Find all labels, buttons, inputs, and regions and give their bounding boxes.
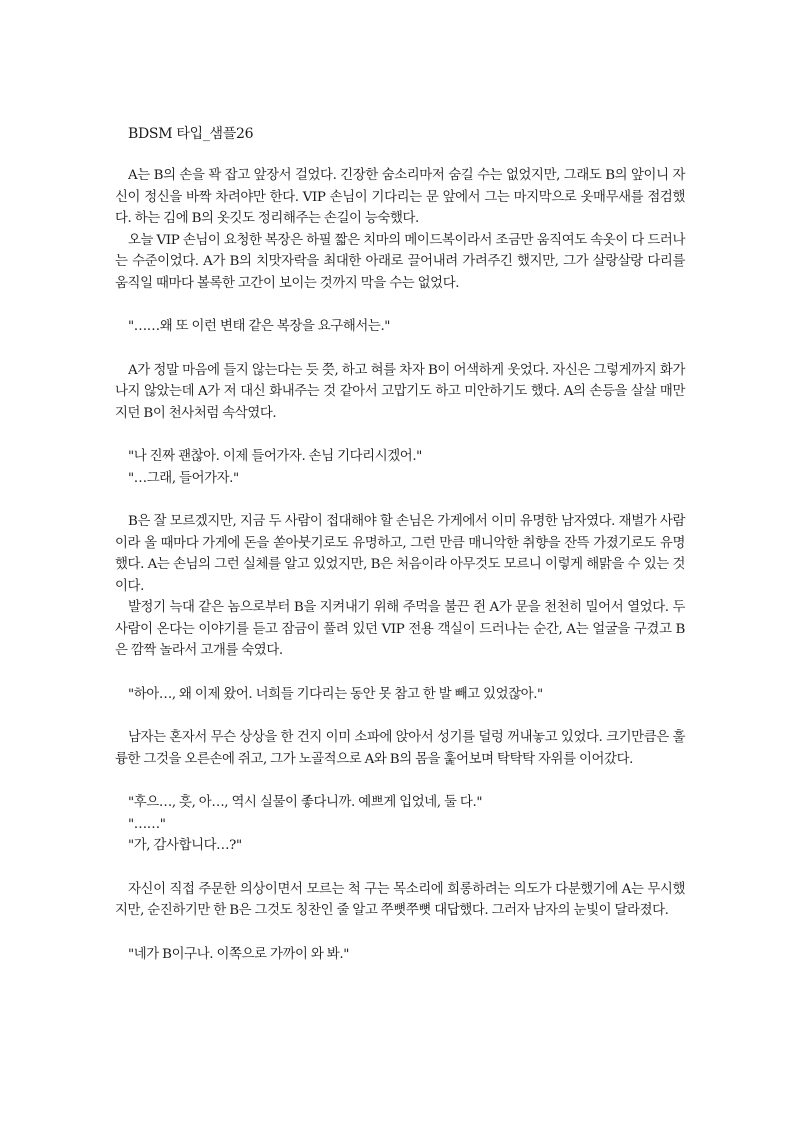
dialogue-line: "…그래, 들어가자."	[128, 470, 239, 486]
dialogue-line: "후으…, 흣, 아…, 역시 실물이 좋다니까. 예쁘게 입었네, 둘 다."	[128, 795, 483, 810]
dialogue-line: "가, 감사합니다…?"	[128, 838, 242, 853]
paragraph-gap	[115, 424, 685, 446]
paragraph-gap	[115, 489, 685, 511]
dialogue-line: "……"	[128, 816, 166, 832]
paragraph: 자신이 직접 주문한 의상이면서 모르는 척 구는 목소리에 희롱하려는 의도가 다분했기에 A는 무시했지만, 순진하기만 한 B은 그것도 칭찬인 줄 알고 쭈뼛쭈뼛 대답했다. 그러자 남자의 눈빛이 달라졌다.	[115, 881, 685, 918]
paragraph: A가 정말 마음에 들지 않는다는 듯 쯧, 하고 혀를 차자 B이 어색하게 웃었다. 자신은 그렇게까지 화가 나지 않았는데 A가 저 대신 화내주는 것 같아서 고맙기도 하고 미안하기도 했다. A의 손등을 살살 매만지던 B이 천사처럼 속삭였다.	[115, 362, 685, 421]
paragraph: 남자는 혼자서 무슨 상상을 한 건지 이미 소파에 앉아서 성기를 덜렁 꺼내놓고 있었다. 크기만큼은 훌륭한 그것을 오른손에 쥐고, 그가 노골적으로 A와 B의 몸을 훑어보며 탁탁탁 자위를 이어갔다.	[115, 730, 685, 767]
paragraph-gap	[115, 922, 685, 944]
paragraph-gap	[115, 857, 685, 879]
paragraph: A는 B의 손을 꽉 잡고 앞장서 걸었다. 긴장한 숨소리마저 숨길 수는 없었지만, 그래도 B의 앞이니 자신이 정신을 바짝 차려야만 한다. VIP 손님이 기다리는 문 앞에서 그는 마지막으로 옷매무새를 점검했다. 하는 김에 B의 옷깃도 정리해주는 손길이 능숙했다.	[115, 168, 685, 226]
paragraph: B은 잘 모르겠지만, 지금 두 사람이 접대해야 할 손님은 가게에서 이미 유명한 남자였다. 재벌가 사람이라 올 때마다 가게에 돈을 쏟아붓기로도 유명하고, 그런 만큼 매니악한 취향을 잔뜩 가졌기로도 유명했다. A는 손님의 그런 실체를 알고 있었지만, B은 처음이라 아무것도 모르니 이렇게 해맑을 수 있는 것이다.	[115, 514, 685, 594]
dialogue-line: "하아…, 왜 이제 왔어. 너희들 기다리는 동안 못 참고 한 발 빼고 있었잖아."	[128, 686, 543, 702]
dialogue-line: "네가 B이구나. 이쪽으로 가까이 와 봐."	[128, 946, 349, 962]
document-title: BDSM 타입_샘플26	[128, 126, 254, 142]
paragraph-gap	[115, 770, 685, 792]
dialogue-line: "……왜 또 이런 변태 같은 복장을 요구해서는."	[128, 319, 391, 334]
document-page	[115, 124, 685, 965]
paragraph-gap	[115, 338, 685, 360]
paragraph-gap	[115, 294, 685, 316]
paragraph-gap	[115, 705, 685, 727]
dialogue-line: "나 진짜 괜찮아. 이제 들어가자. 손님 기다리시겠어."	[128, 449, 422, 464]
paragraph: 발정기 늑대 같은 놈으로부터 B을 지켜내기 위해 주먹을 불끈 쥔 A가 문을 천천히 밀어서 열었다. 두 사람이 온다는 이야기를 듣고 잠금이 풀려 있던 VIP 전용 객실이 드러나는 순간, A는 얼굴을 구겼고 B은 깜짝 놀라서 고개를 숙였다.	[115, 600, 685, 658]
paragraph-gap	[115, 662, 685, 684]
paragraph: 오늘 VIP 손님이 요청한 복장은 하필 짧은 치마의 메이드복이라서 조금만 움직여도 속옷이 다 드러나는 수준이었다. A가 B의 치맛자락을 최대한 아래로 끌어내려 가려주긴 했지만, 그가 살랑살랑 다리를 움직일 때마다 볼록한 고간이 보이는 것까지 막을 수는 없었다.	[115, 232, 685, 291]
